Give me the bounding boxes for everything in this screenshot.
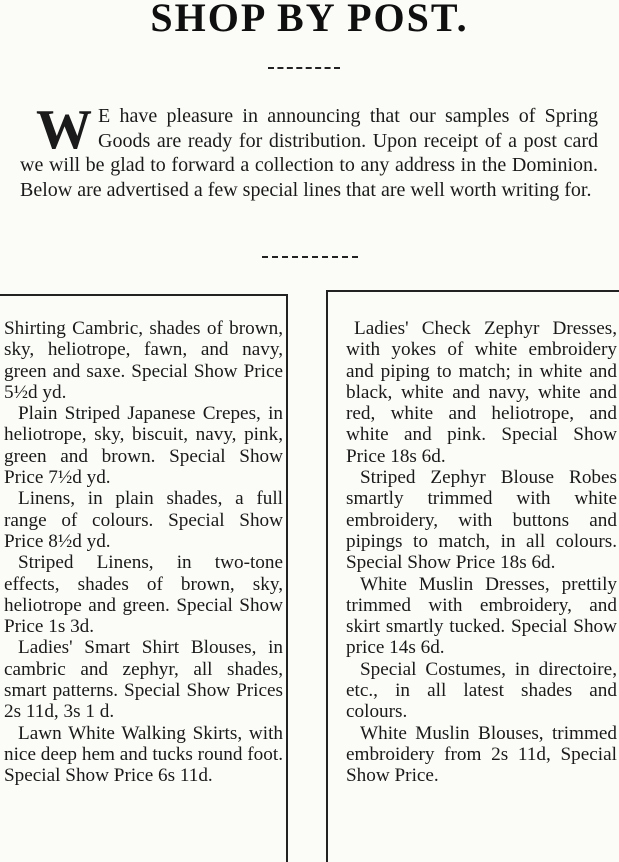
title-divider (268, 67, 340, 69)
list-item: Striped Zephyr Blouse Robes smartly trimmed with white embroidery, with buttons and pipings to match, in all colours. Special Show Price 18s 6d. (346, 467, 617, 574)
intro-dropcap: W (36, 99, 92, 161)
list-item: Ladies' Check Zephyr Dresses, with yokes of white embroidery and piping to match; in white and black, white and navy, white and red, white and heliotrope, and white and pink. Special Show Price 18s 6d. (346, 318, 617, 467)
intro-paragraph (20, 99, 598, 202)
page-title: SHOP BY POST. (150, 0, 469, 40)
left-column (0, 294, 287, 860)
list-item: White Muslin Blouses, trimmed embroidery from 2s 11d, Special Show Price. (346, 722, 617, 787)
list-item: Lawn White Walking Skirts, with nice deep hem and tucks round foot. Special Show Price 6s 11d. (4, 722, 283, 787)
intro-divider (262, 256, 358, 258)
list-item: Striped Linens, in two-tone effects, shades of brown, sky, heliotrope and green. Special Show Price 1s 3d. (4, 552, 283, 638)
list-item: Linens, in plain shades, a full range of colours. Special Show Price 8½d yd. (4, 488, 283, 552)
list-item: Plain Striped Japanese Crepes, in heliotrope, sky, biscuit, navy, pink, green and brown. Special Show Price 7½d yd. (4, 403, 283, 489)
intro-text: E have pleasure in announcing that our samples of Spring Goods are ready for distribution. Upon receipt of a post card we will be glad to forward a collection to any address in the Dominion. Below are advertised a few special lines that are well worth writing for. (20, 105, 598, 201)
right-column (326, 294, 619, 860)
list-item: Shirting Cambric, shades of brown, sky, heliotrope, fawn, and navy, green and saxe. Special Show Price 5½d yd. (4, 318, 283, 403)
list-item: Ladies' Smart Shirt Blouses, in cambric and zephyr, all shades, smart patterns. Special Show Prices 2s 11d, 3s 1 d. (4, 637, 283, 723)
list-item: Special Costumes, in directoire, etc., in all latest shades and colours. (346, 658, 617, 723)
list-item: White Muslin Dresses, prettily trimmed with embroidery, and skirt smartly tucked. Special Show price 14s 6d. (346, 573, 617, 659)
